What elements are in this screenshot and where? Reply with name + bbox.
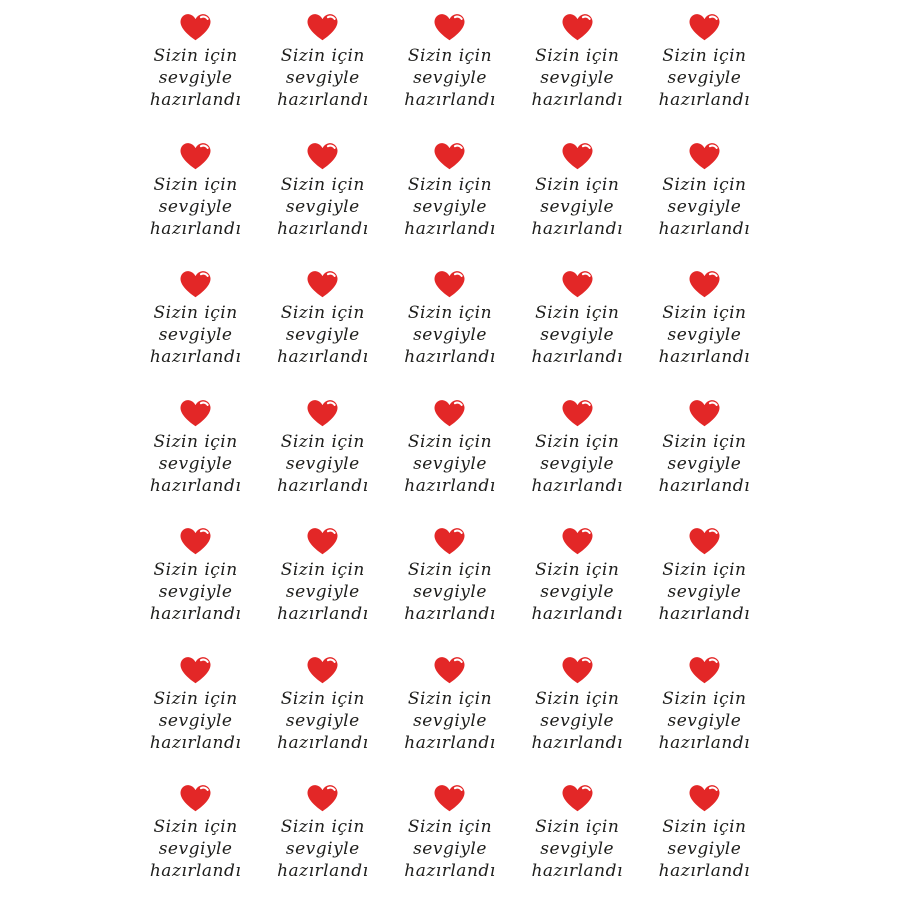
heart-icon bbox=[433, 398, 466, 428]
sticker-text-line-1: Sizin için bbox=[153, 174, 238, 195]
sticker-text-line-2: sevgiyle bbox=[285, 325, 360, 346]
sticker-text-line-1: Sizin için bbox=[662, 431, 747, 452]
sticker-text-line-3: hazırlandı bbox=[658, 861, 751, 882]
sticker-label bbox=[259, 129, 386, 258]
sticker-text-line-2: sevgiyle bbox=[540, 68, 615, 88]
sticker-text-line-3: hazırlandı bbox=[531, 90, 623, 110]
sticker-label bbox=[132, 514, 259, 643]
sticker-text-line-3: hazırlandı bbox=[404, 604, 496, 625]
sticker-text-line-2: sevgiyle bbox=[285, 839, 360, 860]
heart-icon bbox=[306, 12, 339, 42]
sticker-text-line-3: hazırlandı bbox=[404, 732, 496, 753]
sticker-label bbox=[386, 386, 513, 515]
sticker-text-line-2: sevgiyle bbox=[285, 453, 360, 474]
sticker-text-line-3: hazırlandı bbox=[149, 604, 242, 625]
sticker-text-line-3: hazırlandı bbox=[277, 347, 369, 368]
sticker-text-line-1: Sizin için bbox=[407, 431, 493, 452]
sticker-text-line-3: hazırlandı bbox=[404, 90, 496, 110]
sticker-text-line-1: Sizin için bbox=[535, 431, 620, 452]
heart-icon bbox=[179, 269, 212, 299]
heart-icon bbox=[433, 526, 466, 556]
heart-icon bbox=[688, 526, 721, 556]
sticker-text-line-3: hazırlandı bbox=[658, 604, 751, 625]
heart-icon bbox=[561, 783, 594, 813]
sticker-text-line-3: hazırlandı bbox=[531, 604, 623, 625]
sticker-text-line-3: hazırlandı bbox=[277, 732, 369, 753]
heart-icon bbox=[561, 526, 594, 556]
heart-icon bbox=[433, 141, 466, 171]
sticker-label bbox=[514, 771, 641, 900]
heart-icon bbox=[561, 12, 594, 42]
sticker-label bbox=[386, 257, 513, 386]
sticker-text-line-2: sevgiyle bbox=[667, 325, 742, 346]
sticker-text-line-1: Sizin için bbox=[153, 817, 238, 838]
sticker-text-line-1: Sizin için bbox=[280, 46, 365, 66]
sticker-label bbox=[641, 0, 768, 129]
sticker-text-line-1: Sizin için bbox=[153, 431, 238, 452]
sticker-label bbox=[386, 643, 513, 772]
heart-icon bbox=[179, 655, 212, 685]
sticker-text-line-3: hazırlandı bbox=[277, 861, 369, 882]
heart-icon bbox=[179, 783, 212, 813]
sticker-text-line-3: hazırlandı bbox=[658, 347, 751, 368]
sticker-text-line-2: sevgiyle bbox=[285, 710, 360, 731]
sticker-text-line-1: Sizin için bbox=[662, 303, 747, 324]
sticker-label bbox=[514, 514, 641, 643]
sticker-text-line-1: Sizin için bbox=[407, 817, 493, 838]
heart-icon bbox=[179, 526, 212, 556]
sticker-text-line-2: sevgiyle bbox=[285, 196, 360, 217]
sticker-text-line-2: sevgiyle bbox=[667, 582, 742, 603]
sticker-text-line-2: sevgiyle bbox=[413, 325, 487, 346]
sticker-label bbox=[641, 386, 768, 515]
sticker-text-line-2: sevgiyle bbox=[413, 839, 487, 860]
sticker-text-line-2: sevgiyle bbox=[158, 582, 233, 603]
sticker-label bbox=[259, 257, 386, 386]
heart-icon bbox=[561, 398, 594, 428]
sticker-text-line-1: Sizin için bbox=[153, 303, 238, 324]
heart-icon bbox=[688, 269, 721, 299]
sticker-text-line-1: Sizin için bbox=[407, 560, 493, 581]
sticker-text-line-2: sevgiyle bbox=[667, 839, 742, 860]
sticker-text-line-3: hazırlandı bbox=[531, 347, 623, 368]
heart-icon bbox=[306, 526, 339, 556]
sticker-text-line-2: sevgiyle bbox=[158, 196, 233, 217]
sticker-label bbox=[641, 643, 768, 772]
sticker-label bbox=[259, 386, 386, 515]
sticker-text-line-3: hazırlandı bbox=[149, 347, 242, 368]
sticker-text-line-3: hazırlandı bbox=[277, 90, 369, 110]
heart-icon bbox=[306, 655, 339, 685]
heart-icon bbox=[688, 655, 721, 685]
sticker-label bbox=[641, 514, 768, 643]
sticker-text-line-3: hazırlandı bbox=[404, 861, 496, 882]
sticker-text-line-1: Sizin için bbox=[280, 688, 365, 709]
sticker-text-line-3: hazırlandı bbox=[658, 218, 751, 239]
heart-icon bbox=[179, 12, 212, 42]
sticker-text-line-2: sevgiyle bbox=[413, 453, 487, 474]
sticker-text-line-3: hazırlandı bbox=[149, 861, 242, 882]
sticker-text-line-1: Sizin için bbox=[407, 688, 493, 709]
heart-icon bbox=[433, 783, 466, 813]
heart-icon bbox=[179, 398, 212, 428]
heart-icon bbox=[561, 655, 594, 685]
sticker-text-line-2: sevgiyle bbox=[667, 196, 742, 217]
sticker-text-line-2: sevgiyle bbox=[413, 196, 487, 217]
sticker-text-line-3: hazırlandı bbox=[658, 475, 751, 496]
sticker-text-line-1: Sizin için bbox=[280, 817, 365, 838]
sticker-label bbox=[514, 386, 641, 515]
sticker-text-line-3: hazırlandı bbox=[531, 861, 623, 882]
sticker-label bbox=[259, 643, 386, 772]
sticker-text-line-1: Sizin için bbox=[662, 817, 747, 838]
sticker-text-line-1: Sizin için bbox=[407, 303, 493, 324]
sticker-sheet bbox=[132, 0, 768, 900]
sticker-text-line-2: sevgiyle bbox=[158, 325, 233, 346]
sticker-label bbox=[514, 643, 641, 772]
heart-icon bbox=[688, 12, 721, 42]
sticker-text-line-1: Sizin için bbox=[407, 46, 493, 66]
sticker-text-line-2: sevgiyle bbox=[667, 68, 742, 88]
sticker-label bbox=[514, 129, 641, 258]
sticker-text-line-3: hazırlandı bbox=[531, 218, 623, 239]
sticker-label bbox=[386, 771, 513, 900]
sticker-text-line-2: sevgiyle bbox=[413, 582, 487, 603]
sticker-label bbox=[132, 0, 259, 129]
sticker-text-line-2: sevgiyle bbox=[413, 68, 487, 88]
sticker-text-line-1: Sizin için bbox=[662, 174, 747, 195]
heart-icon bbox=[688, 141, 721, 171]
sticker-text-line-1: Sizin için bbox=[153, 688, 238, 709]
sticker-text-line-1: Sizin için bbox=[662, 46, 747, 66]
sticker-text-line-3: hazırlandı bbox=[149, 475, 242, 496]
sticker-text-line-3: hazırlandı bbox=[404, 218, 496, 239]
sticker-text-line-3: hazırlandı bbox=[277, 218, 369, 239]
heart-icon bbox=[306, 783, 339, 813]
sticker-text-line-2: sevgiyle bbox=[667, 453, 742, 474]
heart-icon bbox=[433, 12, 466, 42]
sticker-text-line-2: sevgiyle bbox=[540, 325, 615, 346]
heart-icon bbox=[433, 655, 466, 685]
sticker-text-line-1: Sizin için bbox=[280, 174, 365, 195]
sticker-text-line-1: Sizin için bbox=[407, 174, 493, 195]
sticker-text-line-2: sevgiyle bbox=[158, 453, 233, 474]
sticker-text-line-2: sevgiyle bbox=[667, 710, 742, 731]
sticker-text-line-3: hazırlandı bbox=[149, 732, 242, 753]
sticker-label bbox=[514, 0, 641, 129]
sticker-text-line-1: Sizin için bbox=[280, 303, 365, 324]
sticker-text-line-2: sevgiyle bbox=[158, 710, 233, 731]
sticker-text-line-1: Sizin için bbox=[662, 560, 747, 581]
sticker-text-line-3: hazırlandı bbox=[531, 732, 623, 753]
sticker-text-line-3: hazırlandı bbox=[404, 475, 496, 496]
sticker-text-line-1: Sizin için bbox=[535, 688, 620, 709]
heart-icon bbox=[433, 269, 466, 299]
heart-icon bbox=[688, 398, 721, 428]
sticker-label bbox=[132, 257, 259, 386]
sticker-text-line-3: hazırlandı bbox=[277, 475, 369, 496]
sticker-text-line-2: sevgiyle bbox=[158, 839, 233, 860]
sticker-label bbox=[259, 514, 386, 643]
sticker-text-line-1: Sizin için bbox=[153, 46, 238, 66]
sticker-text-line-3: hazırlandı bbox=[149, 90, 242, 110]
sticker-text-line-1: Sizin için bbox=[535, 303, 620, 324]
sticker-text-line-2: sevgiyle bbox=[540, 453, 615, 474]
heart-icon bbox=[688, 783, 721, 813]
heart-icon bbox=[306, 269, 339, 299]
sticker-text-line-2: sevgiyle bbox=[540, 839, 615, 860]
sticker-text-line-1: Sizin için bbox=[535, 46, 620, 66]
sticker-label bbox=[132, 386, 259, 515]
sticker-text-line-2: sevgiyle bbox=[540, 582, 615, 603]
sticker-label bbox=[132, 771, 259, 900]
sticker-text-line-1: Sizin için bbox=[280, 431, 365, 452]
heart-icon bbox=[306, 398, 339, 428]
sticker-text-line-1: Sizin için bbox=[153, 560, 238, 581]
sticker-label bbox=[259, 771, 386, 900]
sticker-text-line-1: Sizin için bbox=[535, 817, 620, 838]
heart-icon bbox=[179, 141, 212, 171]
sticker-label bbox=[514, 257, 641, 386]
sticker-label bbox=[259, 0, 386, 129]
sticker-text-line-1: Sizin için bbox=[662, 688, 747, 709]
sticker-text-line-1: Sizin için bbox=[280, 560, 365, 581]
sticker-text-line-3: hazırlandı bbox=[658, 732, 751, 753]
sticker-text-line-3: hazırlandı bbox=[404, 347, 496, 368]
sticker-label bbox=[132, 129, 259, 258]
sticker-label bbox=[641, 771, 768, 900]
sticker-text-line-2: sevgiyle bbox=[540, 710, 615, 731]
sticker-text-line-1: Sizin için bbox=[535, 174, 620, 195]
heart-icon bbox=[306, 141, 339, 171]
sticker-text-line-1: Sizin için bbox=[535, 560, 620, 581]
sticker-text-line-3: hazırlandı bbox=[658, 90, 751, 110]
sticker-label bbox=[386, 129, 513, 258]
sticker-label bbox=[386, 0, 513, 129]
sticker-text-line-2: sevgiyle bbox=[540, 196, 615, 217]
sticker-text-line-3: hazırlandı bbox=[277, 604, 369, 625]
sticker-text-line-3: hazırlandı bbox=[531, 475, 623, 496]
heart-icon bbox=[561, 141, 594, 171]
sticker-label bbox=[641, 257, 768, 386]
sticker-text-line-2: sevgiyle bbox=[285, 582, 360, 603]
sticker-label bbox=[641, 129, 768, 258]
sticker-label bbox=[132, 643, 259, 772]
sticker-text-line-2: sevgiyle bbox=[158, 68, 233, 88]
sticker-text-line-2: sevgiyle bbox=[413, 710, 487, 731]
sticker-label bbox=[386, 514, 513, 643]
heart-icon bbox=[561, 269, 594, 299]
sticker-text-line-2: sevgiyle bbox=[285, 68, 360, 88]
sticker-text-line-3: hazırlandı bbox=[149, 218, 242, 239]
